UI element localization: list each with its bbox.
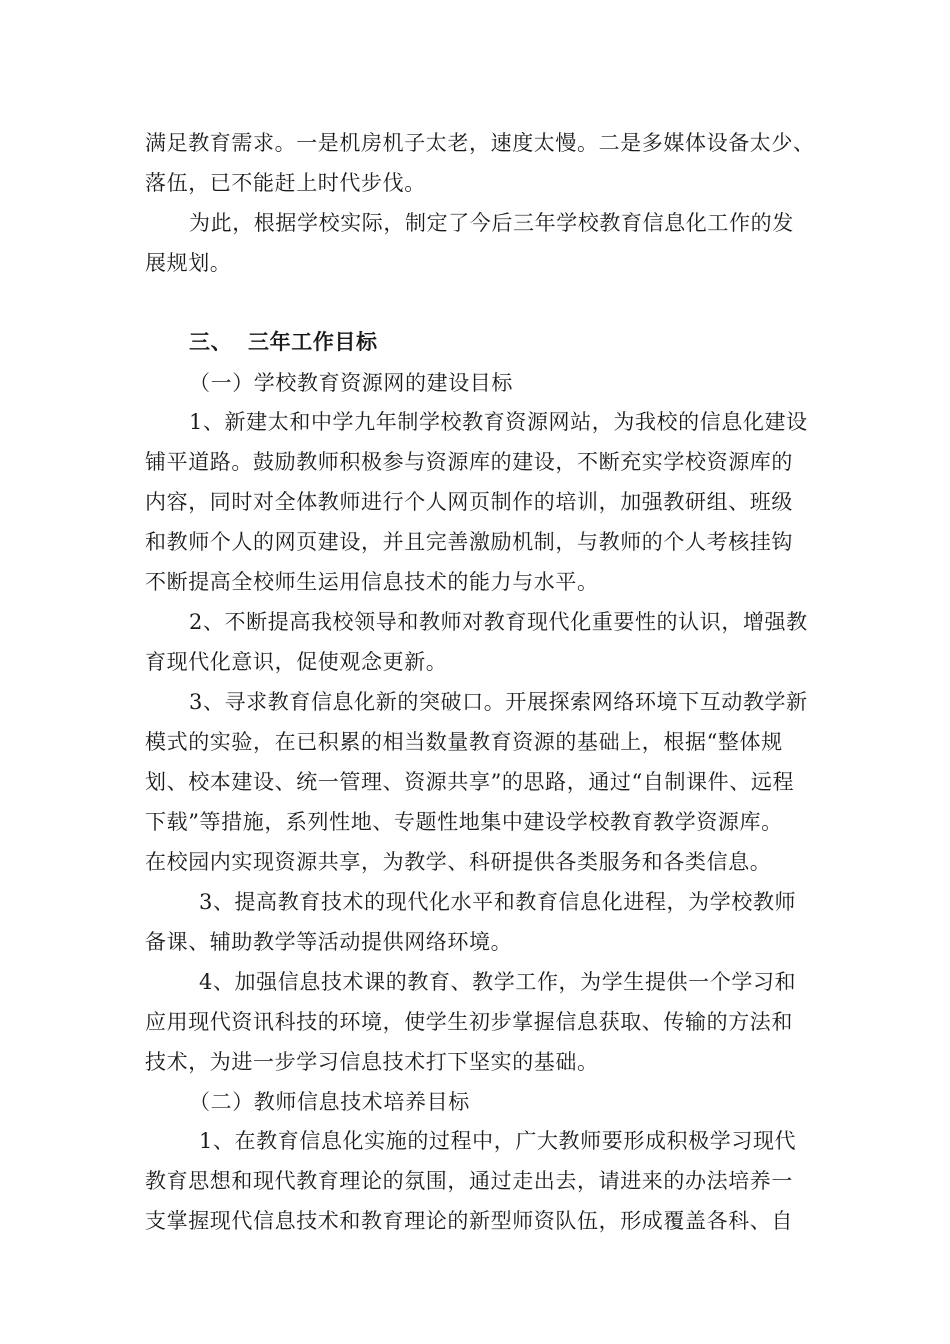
body-text-line: 在校园内实现资源共享，为教学、科研提供各类服务和各类信息。 xyxy=(145,850,772,874)
body-text-line: 为此，根据学校实际，制定了今后三年学校教育信息化工作的发 xyxy=(189,211,794,235)
body-text-line: 育现代化意识，促使观念更新。 xyxy=(145,650,448,674)
body-text-line: 铺平道路。鼓励教师积极参与资源库的建设，不断充实学校资源库的 xyxy=(145,450,793,474)
body-text-line: 模式的实验，在已积累的相当数量教育资源的基础上，根据“整体规 xyxy=(145,730,783,754)
body-text-line: 教育思想和现代教育理论的氛围，通过走出去，请进来的办法培养一 xyxy=(145,1169,793,1193)
body-text-line: 技术，为进一步学习信息技术打下坚实的基础。 xyxy=(145,1050,599,1074)
body-text-line: 1、新建太和中学九年制学校教育资源网站，为我校的信息化建设 xyxy=(189,410,808,434)
body-text-line: 4、加强信息技术课的教育、教学工作，为学生提供一个学习和 xyxy=(199,970,797,994)
body-text-line: 2、不断提高我校领导和教师对教育现代化重要性的认识，增强教 xyxy=(189,610,808,634)
body-text-line: 展规划。 xyxy=(145,251,232,275)
body-text-line: 和教师个人的网页建设，并且完善激励机制，与教师的个人考核挂钩 xyxy=(145,530,793,554)
body-text-line: 3、提高教育技术的现代化水平和教育信息化进程，为学校教师 xyxy=(199,890,797,914)
subsection-heading: （一）学校教育资源网的建设目标 xyxy=(189,371,513,395)
body-text-line: 落伍，已不能赶上时代步伐。 xyxy=(145,171,426,195)
body-text-line: 内容，同时对全体教师进行个人网页制作的培训，加强教研组、班级 xyxy=(145,490,793,514)
body-text-line: 应用现代资讯科技的环境，使学生初步掌握信息获取、传输的方法和 xyxy=(145,1010,793,1034)
body-text-line: 支掌握现代信息技术和教育理论的新型师资队伍，形成覆盖各科、自 xyxy=(145,1209,793,1233)
body-text-line: 满足教育需求。一是机房机子太老，速度太慢。二是多媒体设备太少、 xyxy=(145,131,815,155)
body-text-line: 3、寻求教育信息化新的突破口。开展探索网络环境下互动教学新 xyxy=(189,690,808,714)
body-text-line: 不断提高全校师生运用信息技术的能力与水平。 xyxy=(145,570,599,594)
body-text-line: 1、在教育信息化实施的过程中，广大教师要形成积极学习现代 xyxy=(199,1129,797,1153)
body-text-line: 备课、辅助教学等活动提供网络环境。 xyxy=(145,930,513,954)
subsection-heading: （二）教师信息技术培养目标 xyxy=(189,1090,470,1114)
body-text-line: 划、校本建设、统一管理、资源共享”的思路，通过“自制课件、远程 xyxy=(145,770,795,794)
body-text-line: 下载”等措施，系列性地、专题性地集中建设学校教育教学资源库。 xyxy=(145,810,783,834)
section-heading: 三、 三年工作目标 xyxy=(189,330,378,354)
